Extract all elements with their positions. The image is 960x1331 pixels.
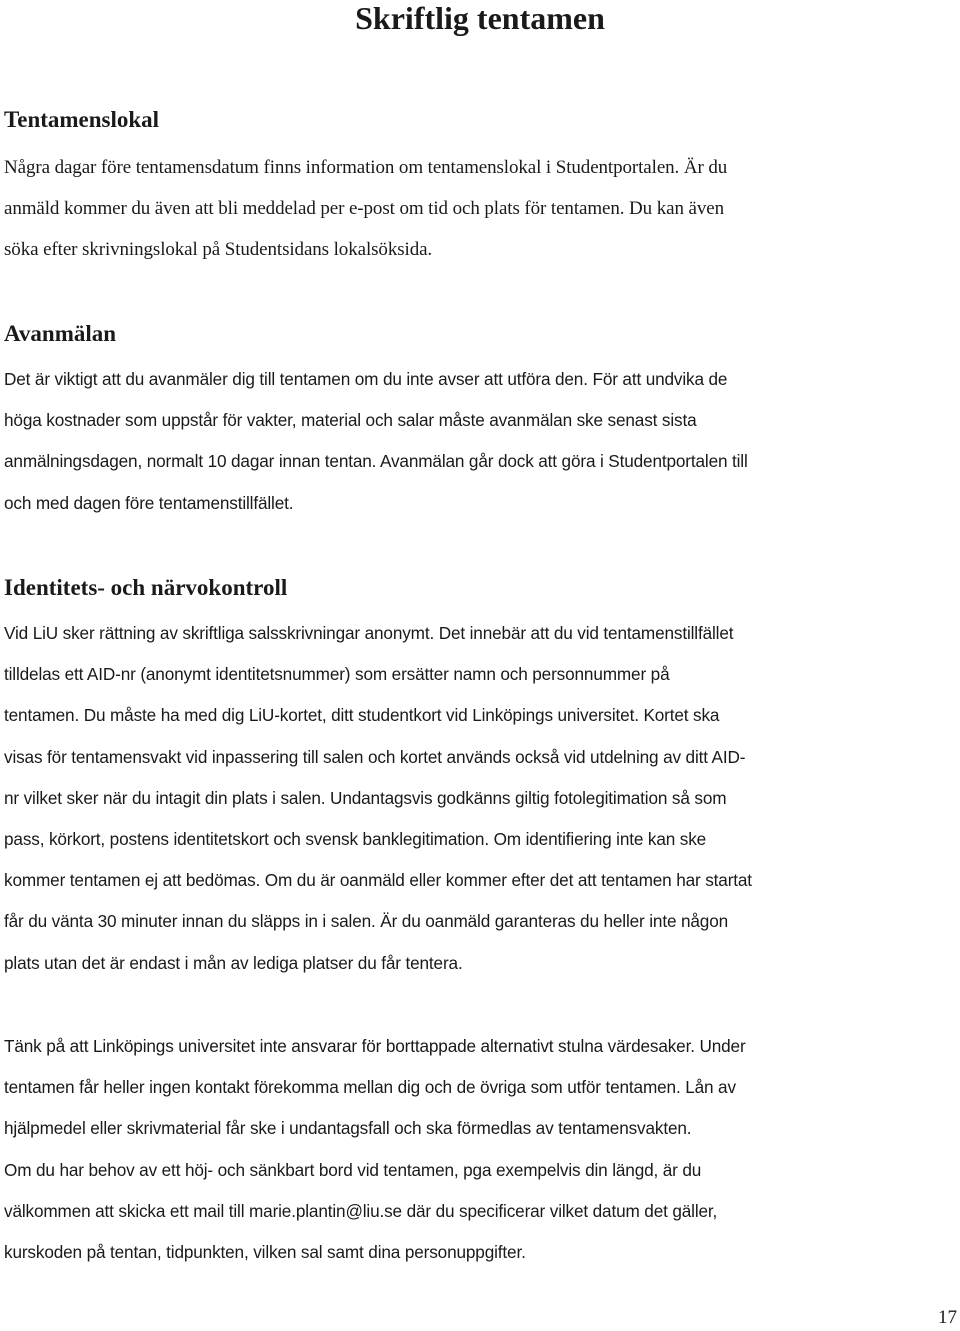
paragraph-line: tentamen får heller ingen kontakt förekomma mellan dig och de övriga som utför tentamen. Lån av [4,1077,736,1098]
paragraph-line: kommer tentamen ej att bedömas. Om du är oanmäld eller kommer efter det att tentamen har startat [4,870,752,891]
paragraph-identitetskontroll [4,613,956,984]
paragraph-line: plats utan det är endast i mån av lediga platser du får tentera. [4,952,463,973]
paragraph-line: får du vänta 30 minuter innan du släpps in i salen. Är du oanmäld garanteras du heller inte någon [4,911,729,932]
page-title: Skriftlig tentamen [355,0,605,36]
section-heading-tentamenslokal: Tentamenslokal [4,107,160,132]
paragraph-line: Tänk på att Linköpings universitet inte ansvarar för borttappade alternativt stulna värdesaker. Under [4,1036,746,1056]
paragraph-line: hjälpmedel eller skrivmaterial får ske i undantagsfall och ska förmedlas av tentamensvakten. [4,1118,692,1139]
section-heading-avanmalan: Avanmälan [4,321,117,346]
paragraph-line: Vid LiU sker rättning av skriftliga salsskrivningar anonymt. Det innebär att du vid tentamenstillfället [4,623,734,643]
section-heading-identitetskontroll: Identitets- och närvokontroll [4,575,288,600]
paragraph-line: välkommen att skicka ett mail till marie.plantin@liu.se där du specificerar vilket datum det gäller, [4,1200,718,1221]
paragraph-line: höga kostnader som uppstår för vakter, material och salar måste avanmälan ske senast sista [4,410,697,431]
paragraph-line: nr vilket sker när du intagit din plats i salen. Undantagsvis godkänns giltig fotolegitimation så som [4,787,727,808]
paragraph-line: visas för tentamensvakt vid inpassering till salen och kortet används också vid utdelning av ditt AID- [4,746,746,767]
paragraph-line: anmäld kommer du även att bli meddelad per e-post om tid och plats för tentamen. Du kan även [4,198,724,220]
paragraph-final-notes [4,1026,956,1273]
paragraph-line: Om du har behov av ett höj- och sänkbart bord vid tentamen, pga exempelvis din längd, är du [4,1159,702,1180]
paragraph-line: och med dagen före tentamenstillfället. [4,492,294,513]
paragraph-line: anmälningsdagen, normalt 10 dagar innan tentan. Avanmälan går dock att göra i Studentportalen till [4,451,748,472]
paragraph-line: Det är viktigt att du avanmäler dig till tentamen om du inte avser att utföra den. För att undvika de [4,369,728,389]
paragraph-line: tentamen. Du måste ha med dig LiU-kortet, ditt studentkort vid Linköpings universitet. Kortet ska [4,705,720,726]
paragraph-line: Några dagar före tentamensdatum finns information om tentamenslokal i Studentportalen. Är du [4,157,728,178]
paragraph-avanmalan [4,359,956,524]
paragraph-line: kurskoden på tentan, tidpunkten, vilken sal samt dina personuppgifter. [4,1242,526,1263]
paragraph-line: söka efter skrivningslokal på Studentsidans lokalsöksida. [4,239,433,261]
paragraph-tentamenslokal [4,147,956,271]
paragraph-line: tilldelas ett AID-nr (anonymt identitetsnummer) som ersätter namn och personnummer på [4,664,670,685]
page-number: 17 [938,1307,957,1328]
paragraph-line: pass, körkort, postens identitetskort och svensk banklegitimation. Om identifiering inte kan ske [4,829,707,850]
